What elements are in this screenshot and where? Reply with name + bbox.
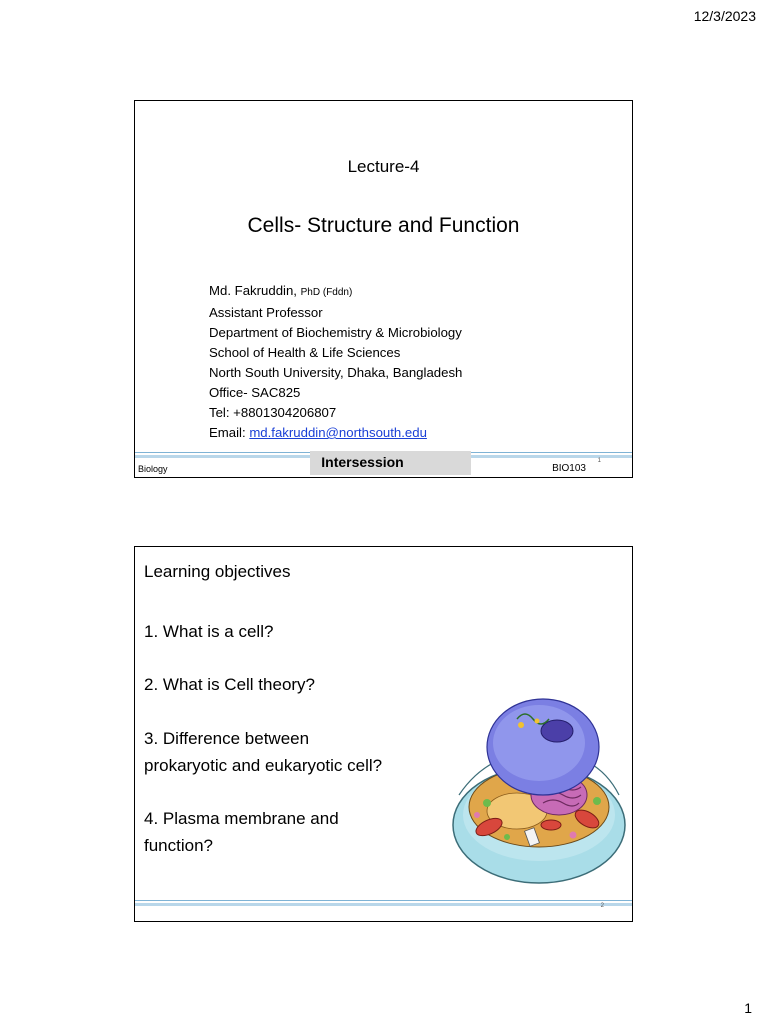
email-label: Email: xyxy=(209,425,246,440)
animal-cell-illustration-icon xyxy=(447,691,627,885)
objective-4-continued: function? xyxy=(144,836,213,855)
footer-term-label: Intersession xyxy=(321,454,404,470)
objective-3-continued: prokaryotic and eukaryotic cell? xyxy=(144,756,383,775)
page-number: 1 xyxy=(744,1000,752,1016)
slide-number: 2 xyxy=(600,903,604,909)
author-name: Md. Fakruddin, xyxy=(209,283,297,298)
objective-1: 1. What is a cell? xyxy=(144,622,274,641)
animal-cell-illustration xyxy=(447,691,627,885)
email-link[interactable]: md.fakruddin@northsouth.edu xyxy=(249,425,427,440)
author-phone: Tel: +8801304206807 xyxy=(209,405,337,420)
objective-3: 3. Difference between xyxy=(144,729,310,748)
slide-number: 1 xyxy=(597,458,601,464)
lecture-number: Lecture-4 xyxy=(347,157,420,176)
author-university: North South University, Dhaka, Bangladesh xyxy=(209,365,463,380)
objective-4: 4. Plasma membrane and xyxy=(144,809,339,828)
objective-2: 2. What is Cell theory? xyxy=(144,675,316,694)
footer-divider xyxy=(135,900,632,901)
learning-objectives-heading: Learning objectives xyxy=(144,562,291,581)
author-office: Office- SAC825 xyxy=(209,385,301,400)
page-date: 12/3/2023 xyxy=(693,8,756,24)
slide-1 xyxy=(134,100,633,478)
author-school: School of Health & Life Sciences xyxy=(209,345,401,360)
footer-subject: Biology xyxy=(138,464,168,474)
author-degree: PhD (Fddn) xyxy=(300,287,353,298)
footer-term xyxy=(310,451,471,475)
footer-course-code: BIO103 xyxy=(552,463,586,474)
slide-title: Cells- Structure and Function xyxy=(247,214,520,237)
author-email-line xyxy=(209,423,462,443)
author-department: Department of Biochemistry & Microbiology xyxy=(209,325,462,340)
author-name-line xyxy=(209,281,462,303)
slide-2 xyxy=(134,546,633,922)
footer-divider-light xyxy=(135,903,632,906)
author-block xyxy=(209,281,462,443)
author-position: Assistant Professor xyxy=(209,305,323,320)
